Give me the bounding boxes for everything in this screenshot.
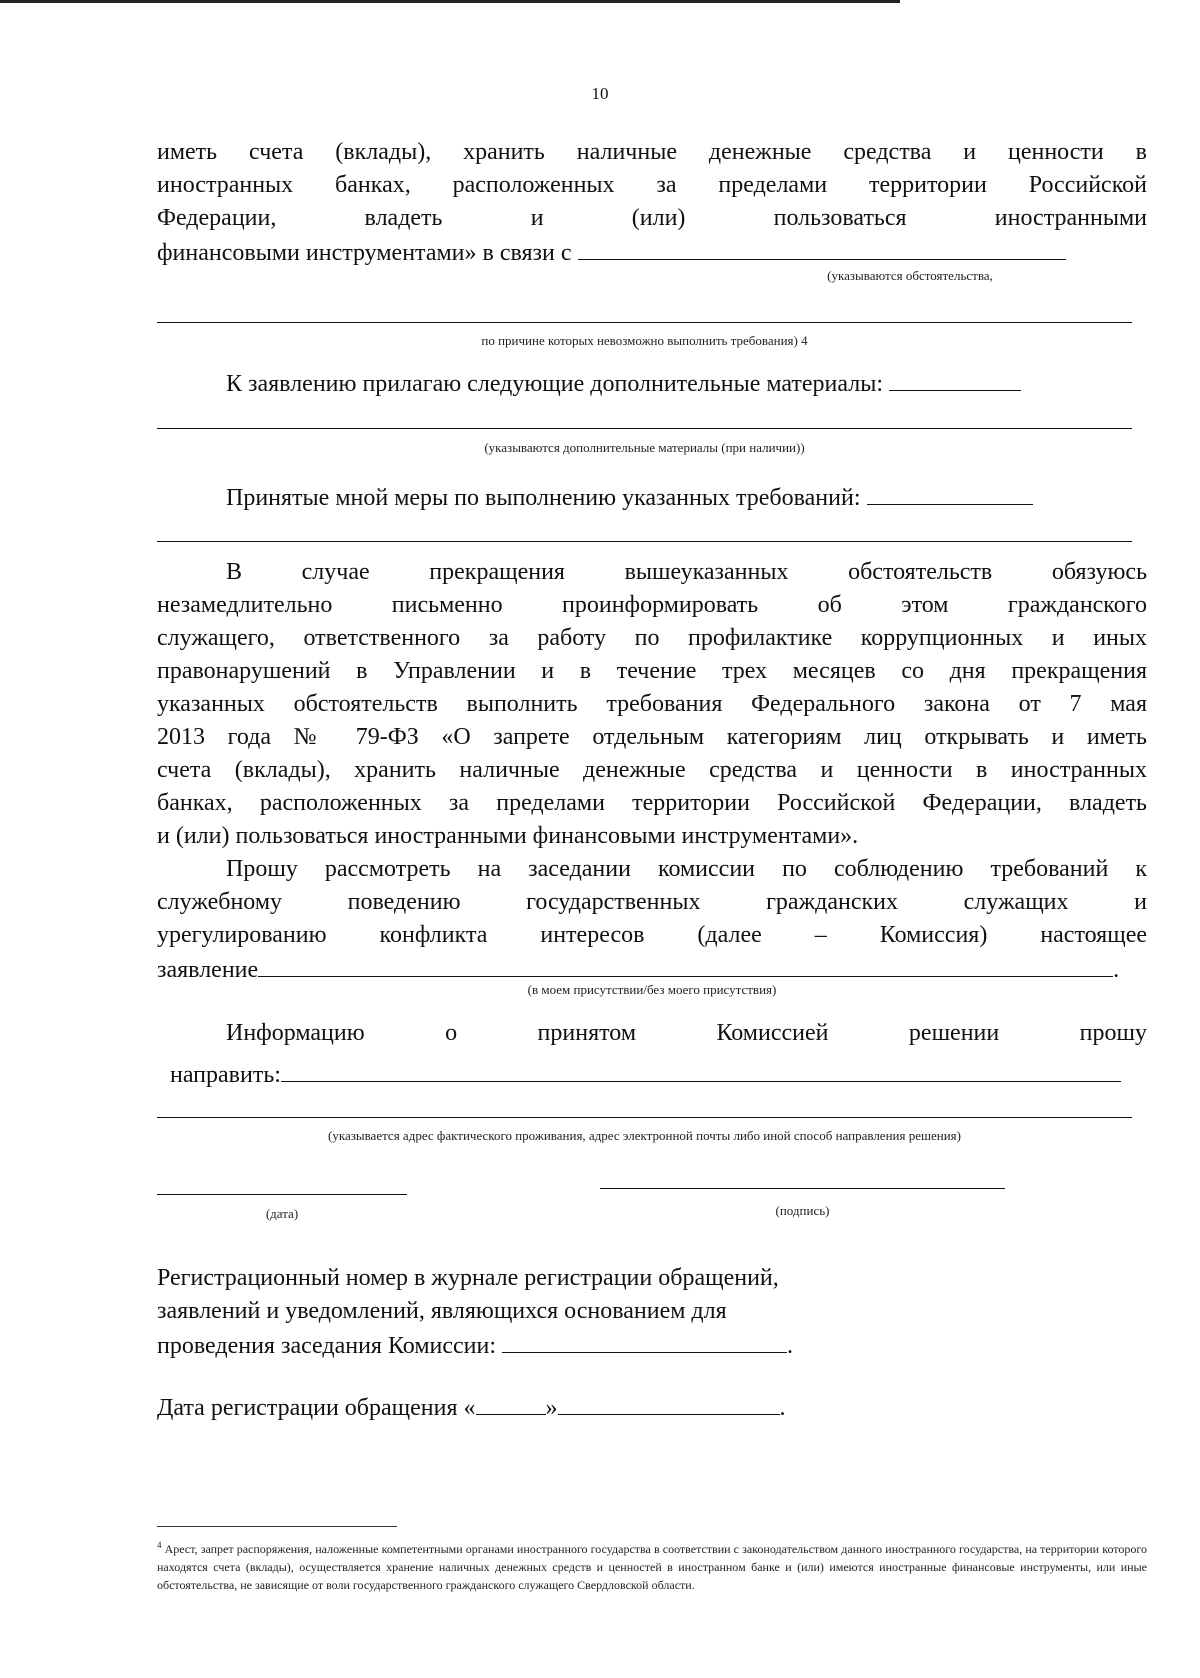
date-label: (дата)	[265, 1206, 299, 1221]
measures-field-2[interactable]	[157, 541, 1132, 542]
registration-line2: заявлений и уведомлений, являющихся основанием для	[157, 1298, 727, 1324]
obligation-line5: указанных обстоятельств выполнить требования Федерального закона от 7 мая	[157, 691, 1147, 717]
presence-field[interactable]	[258, 952, 1113, 977]
request-line3: урегулированию конфликта интересов (далее – Комиссия) настоящее	[157, 922, 1147, 948]
obligation-line9: и (или) пользоваться иностранными финансовыми инструментами».	[157, 823, 859, 849]
info-line2	[170, 1057, 1121, 1092]
para1-line3	[157, 202, 1147, 235]
obligation-line2: незамедлительно письменно проинформировать об этом гражданского	[157, 592, 1147, 618]
materials-text	[226, 366, 1021, 401]
registration-date-quote: »	[545, 1395, 558, 1421]
obligation-word-6: обязуюсь	[1051, 559, 1148, 585]
footnote	[157, 1536, 1147, 1594]
para1-line4	[157, 235, 1066, 270]
obligation-line1	[226, 556, 1147, 589]
request-label: заявление	[157, 957, 259, 983]
measures-label: Принятые мной меры по выполнению указанных требований:	[226, 485, 861, 511]
request-line2: служебному поведению государственных гражданских служащих и	[157, 889, 1147, 915]
materials-label: К заявлению прилагаю следующие дополнительные материалы:	[226, 371, 884, 397]
para1-hint2: по причине которых невозможно выполнить требования) 4	[481, 333, 808, 348]
signature-field[interactable]	[600, 1188, 1005, 1189]
materials-hint: (указываются дополнительные материалы (при наличии))	[484, 440, 805, 455]
scan-top-border	[0, 0, 900, 3]
para1-line1: иметь счета (вклады), хранить наличные денежные средства и ценности в	[157, 139, 1147, 165]
measures-field[interactable]	[867, 480, 1033, 505]
obligation-line4: правонарушений в Управлении и в течение трех месяцев со дня прекращения	[157, 658, 1147, 684]
obligation-word-3: прекращения	[429, 559, 565, 585]
materials-field-2[interactable]	[157, 428, 1132, 429]
request-hint: (в моем присутствии/без моего присутствия)	[527, 982, 777, 997]
obligation-line7: счета (вклады), хранить наличные денежные средства и ценности в иностранных	[157, 757, 1147, 783]
para1-line2: иностранных банках, расположенных за пределами территории Российской	[157, 172, 1147, 198]
info-hint: (указывается адрес фактического проживания, адрес электронной почты либо иной способ направления решения)	[328, 1128, 961, 1143]
page-number: 10	[591, 84, 609, 103]
address-field[interactable]	[281, 1057, 1121, 1082]
info-label: направить:	[170, 1062, 281, 1088]
measures-text	[226, 480, 1033, 515]
registration-date-label: Дата регистрации обращения «	[157, 1395, 476, 1421]
circumstances-field-2[interactable]	[157, 322, 1132, 323]
signature-label: (подпись)	[775, 1203, 830, 1218]
registration-date: Дата регистрации обращения « » .	[157, 1390, 786, 1425]
materials-field[interactable]	[889, 366, 1021, 391]
para1-line3-a: Федерации,	[157, 205, 277, 231]
circumstances-field[interactable]	[578, 235, 1066, 260]
registration-month-year-field[interactable]	[558, 1390, 780, 1415]
obligation-word-4: вышеуказанных	[624, 559, 789, 585]
registration-line1: Регистрационный номер в журнале регистрации обращений,	[157, 1265, 779, 1291]
obligation-line8: банках, расположенных за пределами территории Российской Федерации, владеть	[157, 790, 1147, 816]
address-field-2[interactable]	[157, 1117, 1132, 1118]
obligation-word-1: В	[226, 559, 243, 585]
registration-day-field[interactable]	[476, 1390, 546, 1415]
para1-line3-d: пользоваться иностранными	[773, 205, 1147, 231]
footnote-mark: 4	[157, 1540, 162, 1550]
footnote-text: Арест, запрет распоряжения, наложенные компетентными органами иностранного государства в соответствии с законодательством данного иностранного государства, на территории которого находятся счета (вклады), осуществляется хранение наличных денежных средств и ценностей в иностранном банке и (или) имеются иностранные финансовые инструменты, или иные обстоятельства, не зависящие от воли государственного гражданского служащего Свердловской области.	[157, 1542, 1147, 1592]
footnote-separator	[157, 1526, 397, 1527]
para1-line4-text: финансовыми инструментами» в связи с	[157, 240, 572, 266]
registration-label: проведения заседания Комиссии:	[157, 1333, 497, 1359]
info-line1: Информацию о принятом Комиссией решении прошу	[226, 1020, 1147, 1046]
registration-line3: проведения заседания Комиссии: .	[157, 1328, 793, 1363]
request-line1: Прошу рассмотреть на заседании комиссии по соблюдению требований к	[226, 856, 1147, 882]
obligation-line3: служащего, ответственного за работу по профилактике коррупционных и иных	[157, 625, 1147, 651]
request-line4: заявление .	[157, 952, 1119, 987]
para1-line3-c: и (или)	[530, 205, 686, 231]
obligation-word-5: обстоятельств	[848, 559, 993, 585]
date-field[interactable]	[157, 1194, 407, 1195]
para1-line3-b: владеть	[364, 205, 443, 231]
registration-number-field[interactable]	[502, 1328, 787, 1353]
obligation-line6: 2013 года № 79-ФЗ «О запрете отдельным категориям лиц открывать и иметь	[157, 724, 1147, 750]
obligation-word-2: случае	[301, 559, 370, 585]
para1-hint1: (указываются обстоятельства,	[827, 268, 993, 283]
